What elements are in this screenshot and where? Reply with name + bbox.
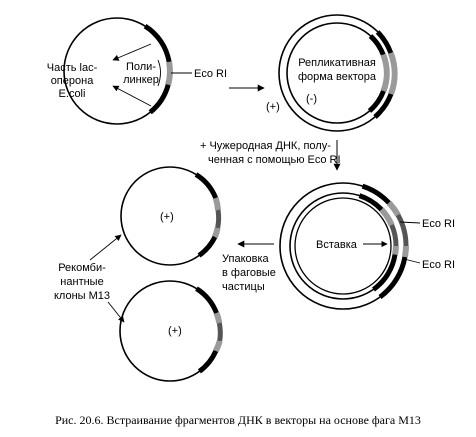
lac-operon-label — [47, 62, 98, 100]
replicative-form-label-line2: форма вектора — [297, 71, 377, 83]
lac-operon-label-line1: Часть lac- — [46, 62, 98, 74]
polylinker-label-line2: линкер — [123, 74, 159, 86]
eco-ri-label-2: Eco RI — [422, 218, 456, 230]
eco-ri-label-3: Eco RI — [422, 259, 456, 271]
polylinker-label — [123, 61, 159, 86]
recombinant-clones-label-line1: Рекомби- — [58, 262, 106, 274]
polylinker-label-line1: Поли- — [125, 61, 157, 73]
strand-minus-label: (-) — [306, 93, 317, 105]
packaging-label-line1: Упаковка — [222, 253, 269, 265]
foreign-dna-label-line2: ченная с помощью Eco RI — [208, 154, 341, 166]
eco-ri-label-1: Eco RI — [194, 68, 228, 80]
insert-label: Вставка — [316, 239, 357, 251]
strand-plus-label-3: (+) — [168, 325, 182, 337]
recombinant-clones-label-line2: нантные — [60, 276, 104, 288]
lac-pointer-arrow-2 — [113, 86, 151, 106]
figure-caption: Рис. 20.6. Встраивание фрагментов ДНК в векторы на основе фага M13 — [55, 413, 421, 427]
packaging-label-line2: в фаговые — [222, 267, 276, 279]
clones-pointer-arrow-1 — [90, 235, 121, 260]
lac-operon-label-line3: E.coli — [58, 88, 86, 100]
clones-pointer-arrow-2 — [108, 302, 124, 322]
foreign-dna-label-line1: + Чужеродная ДНК, полу- — [200, 140, 331, 152]
strand-plus-label-2: (+) — [160, 211, 174, 223]
lac-operon-label-line2: оперона — [50, 75, 94, 87]
replicative-form-label-line1: Репликативная — [298, 57, 376, 69]
lac-pointer-arrow-1 — [113, 44, 151, 60]
recombinant-clones-label-line3: клоны M13 — [53, 290, 111, 302]
strand-plus-label-1: (+) — [266, 101, 280, 113]
packaging-label-line3: частицы — [222, 281, 265, 293]
